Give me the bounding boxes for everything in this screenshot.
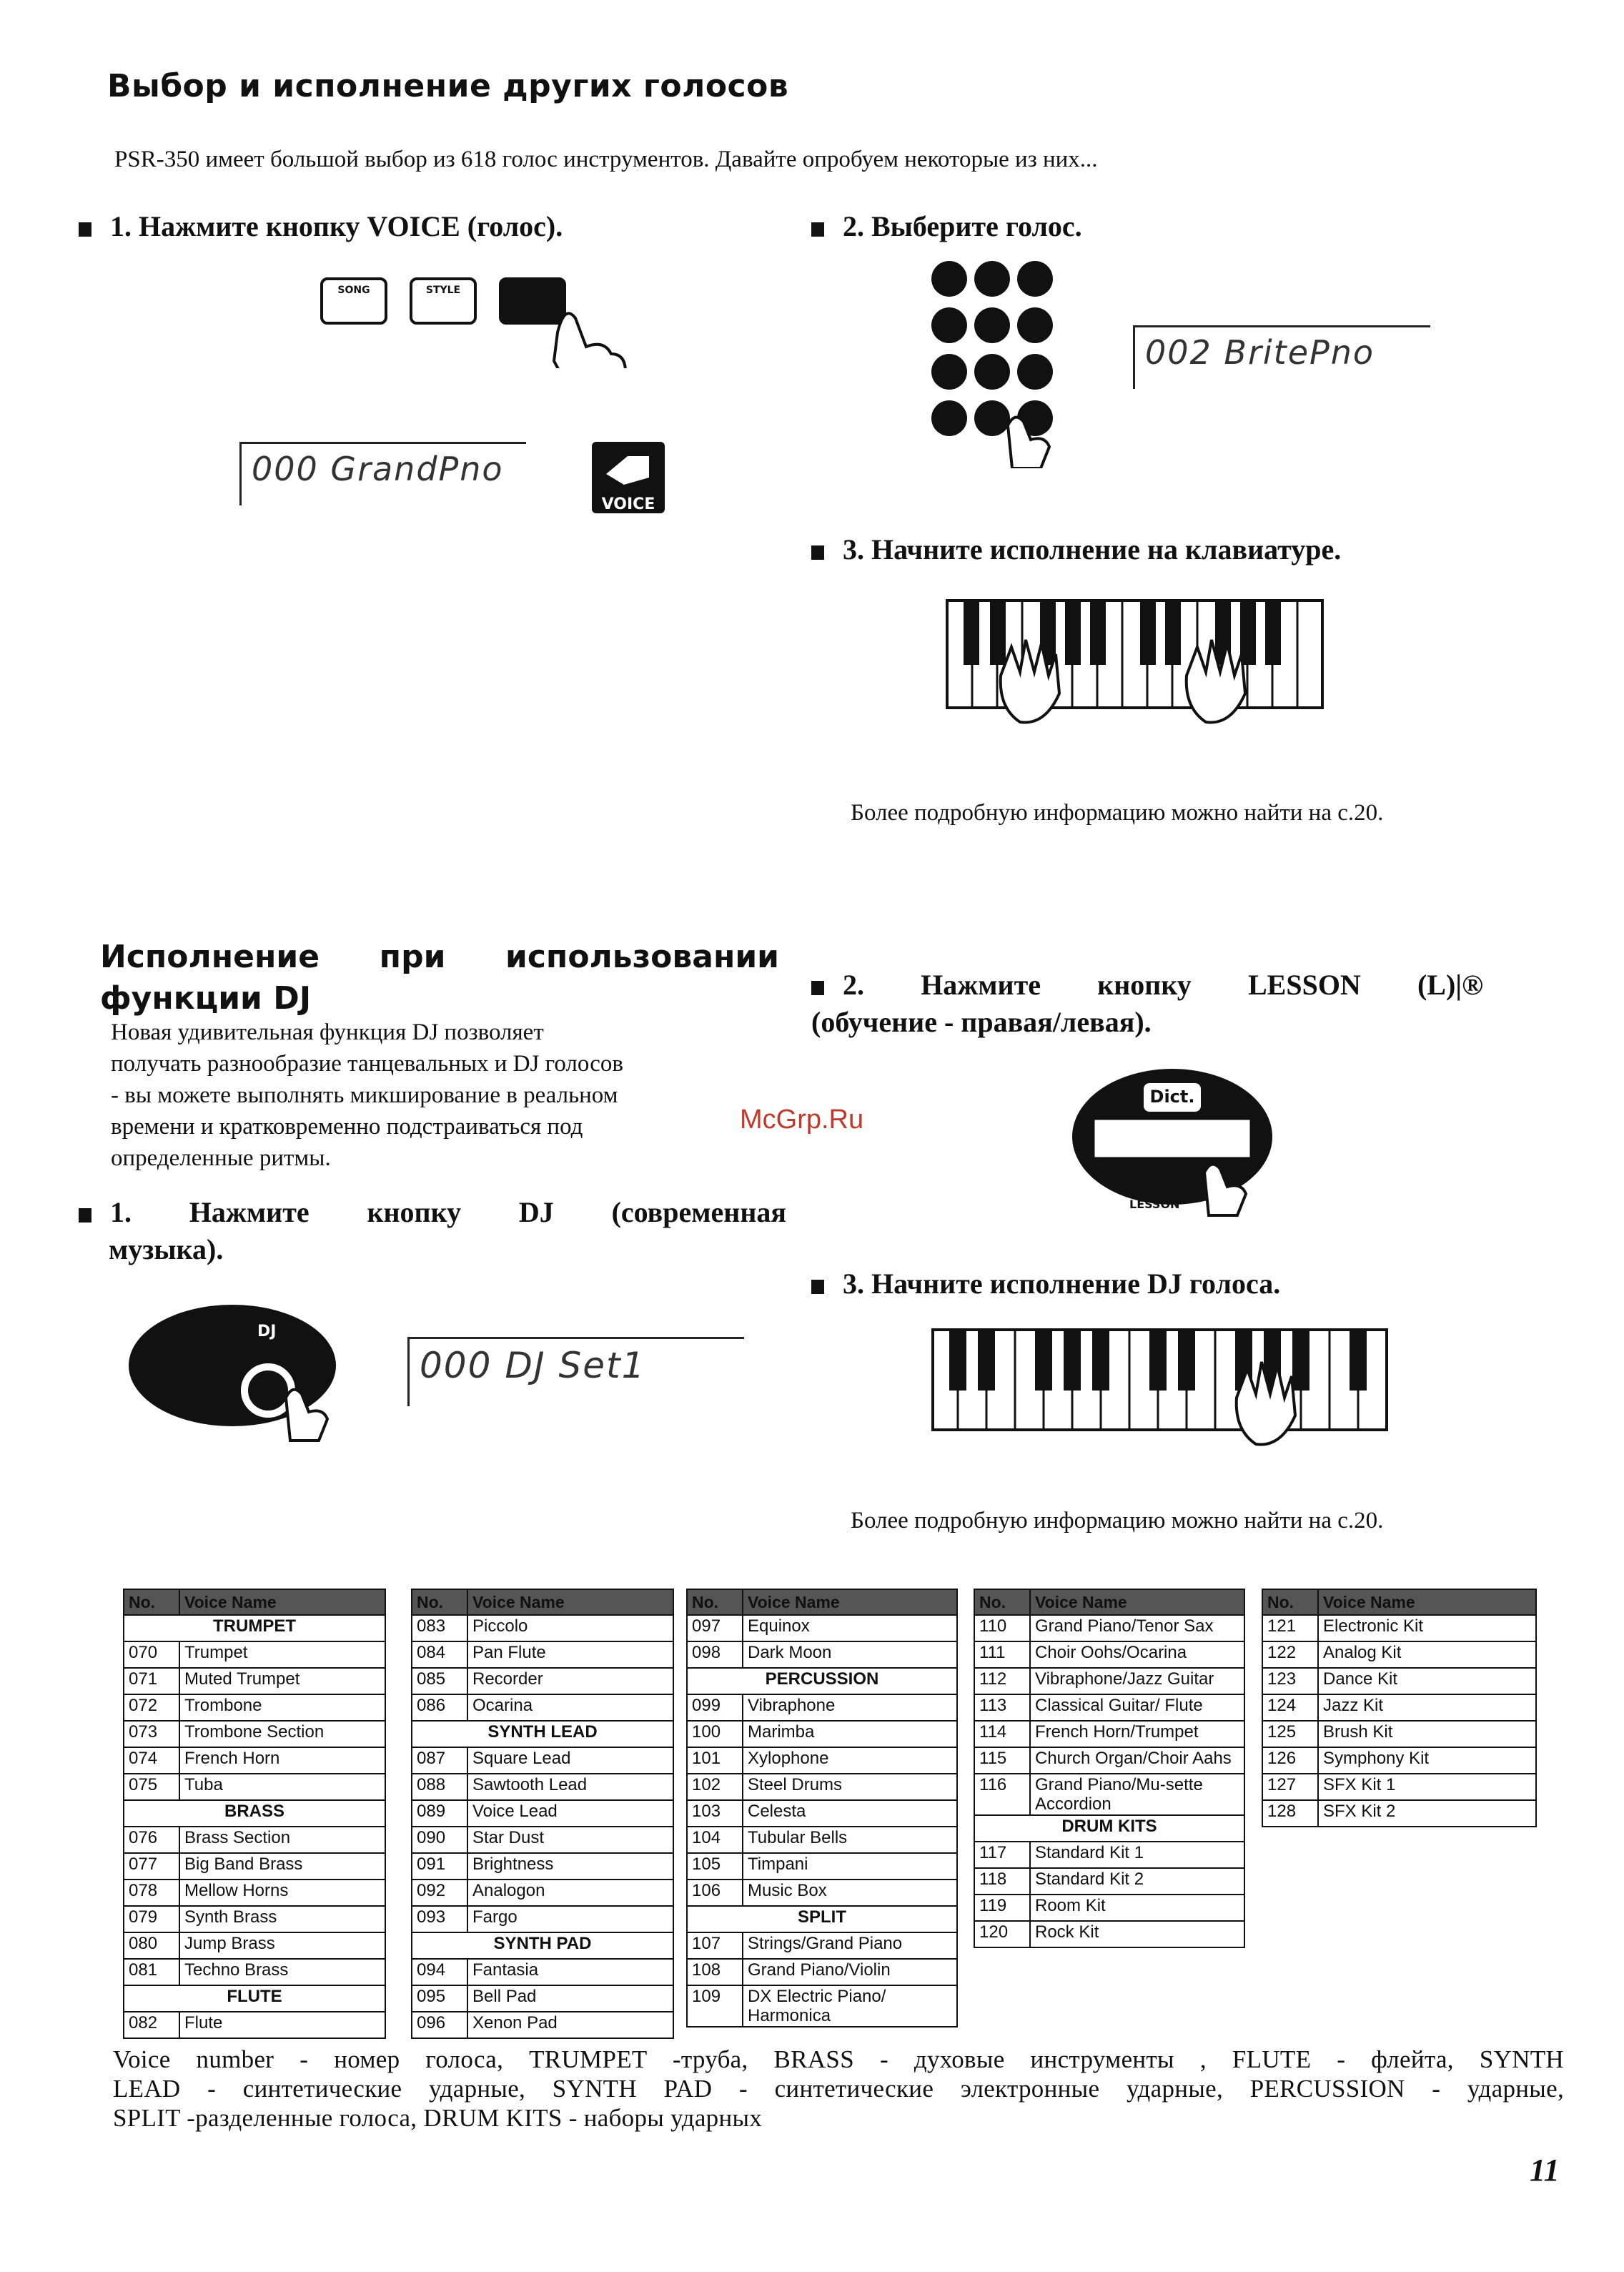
voice-name-cell: Classical Guitar/ Flute — [1030, 1694, 1244, 1721]
table-row — [124, 1880, 385, 1906]
table-row — [687, 1906, 957, 1932]
voice-number-cell: 081 — [124, 1959, 179, 1985]
voice-number-cell: 091 — [412, 1853, 467, 1880]
table-row — [412, 1641, 673, 1668]
style-button[interactable]: STYLE — [425, 285, 461, 296]
voice-name-cell: Analog Kit — [1318, 1641, 1536, 1668]
table-row — [974, 1774, 1244, 1815]
voice-number-cell: 089 — [412, 1800, 467, 1827]
voice-name-cell: Jump Brass — [179, 1932, 385, 1959]
voice-icon — [592, 442, 665, 513]
voice-name-cell: Xylophone — [743, 1747, 957, 1774]
voice-step-2 — [811, 209, 1082, 243]
voice-number-cell: 127 — [1262, 1774, 1318, 1800]
voice-name-cell: Flute — [179, 2012, 385, 2038]
page-title: Выбор и исполнение других голосов — [107, 68, 789, 104]
voice-step-1 — [79, 209, 563, 243]
voice-name-cell: Piccolo — [467, 1615, 673, 1641]
table-row — [687, 1880, 957, 1906]
voice-number-cell: 077 — [124, 1853, 179, 1880]
voice-name-cell: Recorder — [467, 1668, 673, 1694]
voice-name-cell: Trombone Section — [179, 1721, 385, 1747]
voice-number-cell: 111 — [974, 1641, 1030, 1668]
voice-name-cell: Bell Pad — [467, 1985, 673, 2012]
table-row — [412, 1774, 673, 1800]
table-row — [1262, 1641, 1536, 1668]
caption-line: SPLIT -разделенные голоса, DRUM KITS - наборы ударных — [113, 2104, 763, 2132]
voice-number-cell: 120 — [974, 1921, 1030, 1947]
page-number: 11 — [1530, 2153, 1560, 2188]
voice-number-cell: 123 — [1262, 1668, 1318, 1694]
column-header-no: No. — [412, 1589, 467, 1615]
lcd-text: 000 GrandPno — [252, 450, 504, 488]
voice-step-3 — [811, 533, 1341, 566]
voice-number-cell: 126 — [1262, 1747, 1318, 1774]
voice-number-cell: 108 — [687, 1959, 743, 1985]
table-row — [124, 1615, 385, 1641]
bullet-icon — [79, 222, 91, 237]
voice-number-cell: 080 — [124, 1932, 179, 1959]
lcd-text: 002 BritePno — [1145, 333, 1375, 372]
voice-number-cell: 115 — [974, 1747, 1030, 1774]
voice-icon-label: VOICE — [601, 495, 655, 513]
dj-step-2 — [811, 967, 1483, 1041]
dj-description — [111, 1017, 790, 1174]
table-row — [687, 1985, 957, 2027]
voice-number-cell: 096 — [412, 2012, 467, 2038]
caption-line: LEAD - синтетические ударные, SYNTH PAD - синтетические электронные ударные, PERCUSSION - ударные, — [113, 2075, 1564, 2103]
voice-name-cell: Grand Piano/Mu-sette Accordion — [1030, 1774, 1244, 1815]
table-row — [124, 2012, 385, 2038]
voice-number-cell: 098 — [687, 1641, 743, 1668]
lcd-display-grandpno — [239, 442, 526, 505]
voice-number-cell: 095 — [412, 1985, 467, 2012]
voice-name-cell: Standard Kit 1 — [1030, 1842, 1244, 1868]
voice-number-cell: 072 — [124, 1694, 179, 1721]
table-row — [687, 1800, 957, 1827]
watermark: McGrp.Ru — [740, 1105, 864, 1135]
dj-heading-line1: Исполнение при использовании — [100, 939, 779, 975]
voice-number-cell: 099 — [687, 1694, 743, 1721]
voice-number-cell: 100 — [687, 1721, 743, 1747]
table-row — [687, 1747, 957, 1774]
intro-text: PSR-350 имеет большой выбор из 618 голос инструментов. Давайте опробуем некоторые из них... — [114, 147, 1098, 172]
voice-button[interactable] — [500, 279, 565, 323]
lcd-display-britepno — [1133, 325, 1430, 389]
category-cell: SPLIT — [687, 1906, 957, 1932]
table-row — [124, 1800, 385, 1827]
table-row — [412, 1615, 673, 1641]
voice-name-cell: Techno Brass — [179, 1959, 385, 1985]
table-row — [687, 1774, 957, 1800]
table-row — [1262, 1774, 1536, 1800]
voice-name-cell: Muted Trumpet — [179, 1668, 385, 1694]
table-row — [124, 1853, 385, 1880]
voice-number-cell: 078 — [124, 1880, 179, 1906]
voice-name-cell: Sawtooth Lead — [467, 1774, 673, 1800]
category-cell: SYNTH PAD — [412, 1932, 673, 1959]
lcd-display-djset — [407, 1337, 744, 1406]
table-row — [124, 1932, 385, 1959]
voice-number-cell: 125 — [1262, 1721, 1318, 1747]
voice-name-cell: Choir Oohs/Ocarina — [1030, 1641, 1244, 1668]
category-cell: FLUTE — [124, 1985, 385, 2012]
dj-heading-line2: функции DJ — [100, 980, 312, 1017]
table-row — [412, 1694, 673, 1721]
dj-heading — [100, 937, 779, 1019]
table-row — [1262, 1668, 1536, 1694]
table-row — [974, 1694, 1244, 1721]
voice-number-cell: 104 — [687, 1827, 743, 1853]
voice-name-cell: DX Electric Piano/ Harmonica — [743, 1985, 957, 2027]
caption-line: Voice number - номер голоса, TRUMPET -труба, BRASS - духовые инструменты , FLUTE - флейта, SYNTH — [113, 2045, 1564, 2073]
voice-name-cell: Vibraphone/Jazz Guitar — [1030, 1668, 1244, 1694]
dj-description-line: - вы можете выполнять микширование в реальном — [111, 1082, 618, 1108]
voice-name-cell: Church Organ/Choir Aahs — [1030, 1747, 1244, 1774]
voice-number-cell: 103 — [687, 1800, 743, 1827]
voice-number-cell: 079 — [124, 1906, 179, 1932]
voice-name-cell: Pan Flute — [467, 1641, 673, 1668]
table-row — [412, 1747, 673, 1774]
table-row — [1262, 1615, 1536, 1641]
voice-table-4 — [974, 1589, 1245, 1948]
table-row — [974, 1842, 1244, 1868]
column-header-no: No. — [124, 1589, 179, 1615]
voice-name-cell: Equinox — [743, 1615, 957, 1641]
voice-name-cell: Electronic Kit — [1318, 1615, 1536, 1641]
table-row — [124, 1959, 385, 1985]
table-row — [687, 1721, 957, 1747]
voice-step-2-label: 2. Выберите голос. — [843, 210, 1082, 242]
dj-step-3-label: 3. Начните исполнение DJ голоса. — [843, 1268, 1281, 1300]
voice-number-cell: 088 — [412, 1774, 467, 1800]
dj-step-3 — [811, 1267, 1280, 1300]
voice-name-cell: Timpani — [743, 1853, 957, 1880]
voice-name-cell: Square Lead — [467, 1747, 673, 1774]
bullet-icon — [79, 1208, 91, 1223]
voice-number-cell: 101 — [687, 1747, 743, 1774]
column-header-no: No. — [974, 1589, 1030, 1615]
voice-number-cell: 086 — [412, 1694, 467, 1721]
column-header-name: Voice Name — [467, 1589, 673, 1615]
voice-number-cell: 102 — [687, 1774, 743, 1800]
voice-name-cell: SFX Kit 1 — [1318, 1774, 1536, 1800]
voice-number-cell: 112 — [974, 1668, 1030, 1694]
voice-number-cell: 090 — [412, 1827, 467, 1853]
table-row — [974, 1641, 1244, 1668]
voice-table-1 — [123, 1589, 386, 2039]
voice-number-cell: 093 — [412, 1906, 467, 1932]
voice-name-cell: Synth Brass — [179, 1906, 385, 1932]
voice-number-cell: 121 — [1262, 1615, 1318, 1641]
table-row — [412, 1932, 673, 1959]
voice-number-cell: 107 — [687, 1932, 743, 1959]
category-cell: PERCUSSION — [687, 1668, 957, 1694]
column-header-name: Voice Name — [1318, 1589, 1536, 1615]
table-header-row — [974, 1589, 1244, 1615]
voice-name-cell: Brightness — [467, 1853, 673, 1880]
column-header-name: Voice Name — [1030, 1589, 1244, 1615]
voice-name-cell: Ocarina — [467, 1694, 673, 1721]
voice-number-cell: 092 — [412, 1880, 467, 1906]
voice-name-cell: Fargo — [467, 1906, 673, 1932]
table-row — [412, 1827, 673, 1853]
table-row — [412, 1880, 673, 1906]
voice-number-cell: 105 — [687, 1853, 743, 1880]
category-cell: DRUM KITS — [974, 1815, 1244, 1842]
dj-button[interactable]: DJ — [257, 1323, 277, 1340]
table-header-row — [412, 1589, 673, 1615]
table-header-row — [124, 1589, 385, 1615]
voice-table-5 — [1262, 1589, 1537, 1827]
table-row — [974, 1895, 1244, 1921]
dj-step-1-line1: 1. Нажмите кнопку DJ (современная — [110, 1196, 786, 1228]
table-row — [1262, 1721, 1536, 1747]
voice-name-cell: Brush Kit — [1318, 1721, 1536, 1747]
table-row — [124, 1641, 385, 1668]
voice-name-cell: Steel Drums — [743, 1774, 957, 1800]
table-row — [974, 1868, 1244, 1895]
table-row — [974, 1815, 1244, 1842]
voice-name-cell: Trombone — [179, 1694, 385, 1721]
voice-number-cell: 116 — [974, 1774, 1030, 1815]
voice-number-cell: 076 — [124, 1827, 179, 1853]
category-cell: SYNTH LEAD — [412, 1721, 673, 1747]
table-row — [687, 1694, 957, 1721]
voice-name-cell: Fantasia — [467, 1959, 673, 1985]
voice-number-cell: 128 — [1262, 1800, 1318, 1827]
table-header-row — [1262, 1589, 1536, 1615]
voice-number-cell: 083 — [412, 1615, 467, 1641]
table-row — [687, 1932, 957, 1959]
voice-name-cell: Tuba — [179, 1774, 385, 1800]
voice-number-cell: 097 — [687, 1615, 743, 1641]
table-row — [687, 1615, 957, 1641]
dj-description-line: времени и кратковременно подстраиваться под — [111, 1114, 583, 1140]
voice-number-cell: 114 — [974, 1721, 1030, 1747]
voice-name-cell: Big Band Brass — [179, 1853, 385, 1880]
dj-description-line: Новая удивительная функция DJ позволяет — [111, 1019, 544, 1045]
voice-name-cell: Music Box — [743, 1880, 957, 1906]
table-row — [974, 1921, 1244, 1947]
voice-number-cell: 119 — [974, 1895, 1030, 1921]
voice-number-cell: 110 — [974, 1615, 1030, 1641]
music-note-icon — [592, 442, 665, 492]
table-row — [412, 1721, 673, 1747]
voice-number-cell: 075 — [124, 1774, 179, 1800]
table-row — [412, 1853, 673, 1880]
table-row — [124, 1774, 385, 1800]
voice-name-cell: Rock Kit — [1030, 1921, 1244, 1947]
voice-number-cell: 118 — [974, 1868, 1030, 1895]
table-row — [412, 1800, 673, 1827]
voice-number-cell: 085 — [412, 1668, 467, 1694]
voice-name-cell: Star Dust — [467, 1827, 673, 1853]
table-row — [124, 1906, 385, 1932]
table-row — [412, 2012, 673, 2038]
table-row — [124, 1668, 385, 1694]
keyboard-one-hand-illustration — [929, 1326, 1394, 1476]
voice-number-cell: 073 — [124, 1721, 179, 1747]
table-row — [687, 1641, 957, 1668]
dj-more-info: Более подробную информацию можно найти на с.20. — [851, 1508, 1384, 1533]
voice-number-cell: 071 — [124, 1668, 179, 1694]
voice-number-cell: 084 — [412, 1641, 467, 1668]
voice-number-cell: 109 — [687, 1985, 743, 2027]
dj-step-2-line2: (обучение - правая/левая). — [811, 1006, 1152, 1038]
table-row — [1262, 1747, 1536, 1774]
voice-name-cell: Symphony Kit — [1318, 1747, 1536, 1774]
table-row — [124, 1721, 385, 1747]
dj-description-line: определенные ритмы. — [111, 1145, 331, 1171]
voice-number-cell: 087 — [412, 1747, 467, 1774]
voice-step-1-label: 1. Нажмите кнопку VOICE (голос). — [110, 210, 563, 242]
category-cell: BRASS — [124, 1800, 385, 1827]
table-row — [687, 1827, 957, 1853]
voice-name-cell: Dance Kit — [1318, 1668, 1536, 1694]
table-row — [1262, 1800, 1536, 1827]
voice-name-cell: Marimba — [743, 1721, 957, 1747]
table-header-row — [687, 1589, 957, 1615]
voice-name-cell: Trumpet — [179, 1641, 385, 1668]
dj-button-illustration — [125, 1298, 354, 1448]
bullet-icon — [811, 222, 824, 237]
table-row — [124, 1694, 385, 1721]
voice-number-cell: 094 — [412, 1959, 467, 1985]
voice-name-cell: Celesta — [743, 1800, 957, 1827]
voice-name-cell: Analogon — [467, 1880, 673, 1906]
voice-more-info: Более подробную информацию можно найти на с.20. — [851, 800, 1384, 826]
table-row — [974, 1747, 1244, 1774]
legend-caption — [113, 2045, 1564, 2133]
bullet-icon — [811, 545, 824, 560]
category-cell: TRUMPET — [124, 1615, 385, 1641]
panel-buttons-illustration — [315, 268, 643, 368]
voice-number-cell: 113 — [974, 1694, 1030, 1721]
table-row — [124, 1747, 385, 1774]
dj-step-2-line1: 2. Нажмите кнопку LESSON (L)|® — [843, 969, 1483, 1001]
dj-description-line: получать разнообразие танцевальных и DJ голосов — [111, 1051, 623, 1077]
table-row — [412, 1985, 673, 2012]
table-row — [1262, 1694, 1536, 1721]
voice-number-cell: 124 — [1262, 1694, 1318, 1721]
bullet-icon — [811, 1280, 824, 1294]
voice-name-cell: Dark Moon — [743, 1641, 957, 1668]
table-row — [124, 1985, 385, 2012]
table-row — [974, 1721, 1244, 1747]
dj-step-1 — [79, 1194, 786, 1268]
voice-number-cell: 082 — [124, 2012, 179, 2038]
table-row — [412, 1906, 673, 1932]
voice-name-cell: French Horn/Trumpet — [1030, 1721, 1244, 1747]
column-header-name: Voice Name — [743, 1589, 957, 1615]
voice-table-2 — [411, 1589, 674, 2039]
number-keypad-illustration — [922, 254, 1079, 468]
voice-name-cell: Grand Piano/Tenor Sax — [1030, 1615, 1244, 1641]
voice-name-cell: Jazz Kit — [1318, 1694, 1536, 1721]
voice-number-cell: 106 — [687, 1880, 743, 1906]
column-header-no: No. — [687, 1589, 743, 1615]
voice-name-cell: Brass Section — [179, 1827, 385, 1853]
table-row — [974, 1668, 1244, 1694]
voice-number-cell: 117 — [974, 1842, 1030, 1868]
voice-name-cell: Tubular Bells — [743, 1827, 957, 1853]
table-row — [412, 1959, 673, 1985]
song-button[interactable]: SONG — [337, 285, 370, 296]
voice-table-3 — [686, 1589, 958, 2027]
table-row — [974, 1615, 1244, 1641]
keyboard-two-hands-illustration — [944, 597, 1330, 754]
table-row — [124, 1827, 385, 1853]
voice-step-3-label: 3. Начните исполнение на клавиатуре. — [843, 533, 1342, 565]
lcd-text: 000 DJ Set1 — [420, 1345, 646, 1386]
voice-name-cell: Vibraphone — [743, 1694, 957, 1721]
voice-name-cell: Grand Piano/Violin — [743, 1959, 957, 1985]
voice-number-cell: 122 — [1262, 1641, 1318, 1668]
dj-step-1-line2: музыка). — [109, 1233, 224, 1265]
voice-name-cell: Mellow Horns — [179, 1880, 385, 1906]
table-row — [687, 1853, 957, 1880]
voice-number-cell: 074 — [124, 1747, 179, 1774]
voice-name-cell: French Horn — [179, 1747, 385, 1774]
voice-name-cell: Strings/Grand Piano — [743, 1932, 957, 1959]
bullet-icon — [811, 981, 824, 995]
voice-name-cell: Room Kit — [1030, 1895, 1244, 1921]
table-row — [687, 1668, 957, 1694]
voice-name-cell: SFX Kit 2 — [1318, 1800, 1536, 1827]
column-header-name: Voice Name — [179, 1589, 385, 1615]
column-header-no: No. — [1262, 1589, 1318, 1615]
voice-name-cell: Standard Kit 2 — [1030, 1868, 1244, 1895]
voice-name-cell: Voice Lead — [467, 1800, 673, 1827]
table-row — [412, 1668, 673, 1694]
voice-name-cell: Xenon Pad — [467, 2012, 673, 2038]
voice-number-cell: 070 — [124, 1641, 179, 1668]
lesson-button[interactable]: LESSON — [1129, 1197, 1180, 1211]
table-row — [687, 1959, 957, 1985]
dict-label: Dict. — [1149, 1087, 1195, 1107]
